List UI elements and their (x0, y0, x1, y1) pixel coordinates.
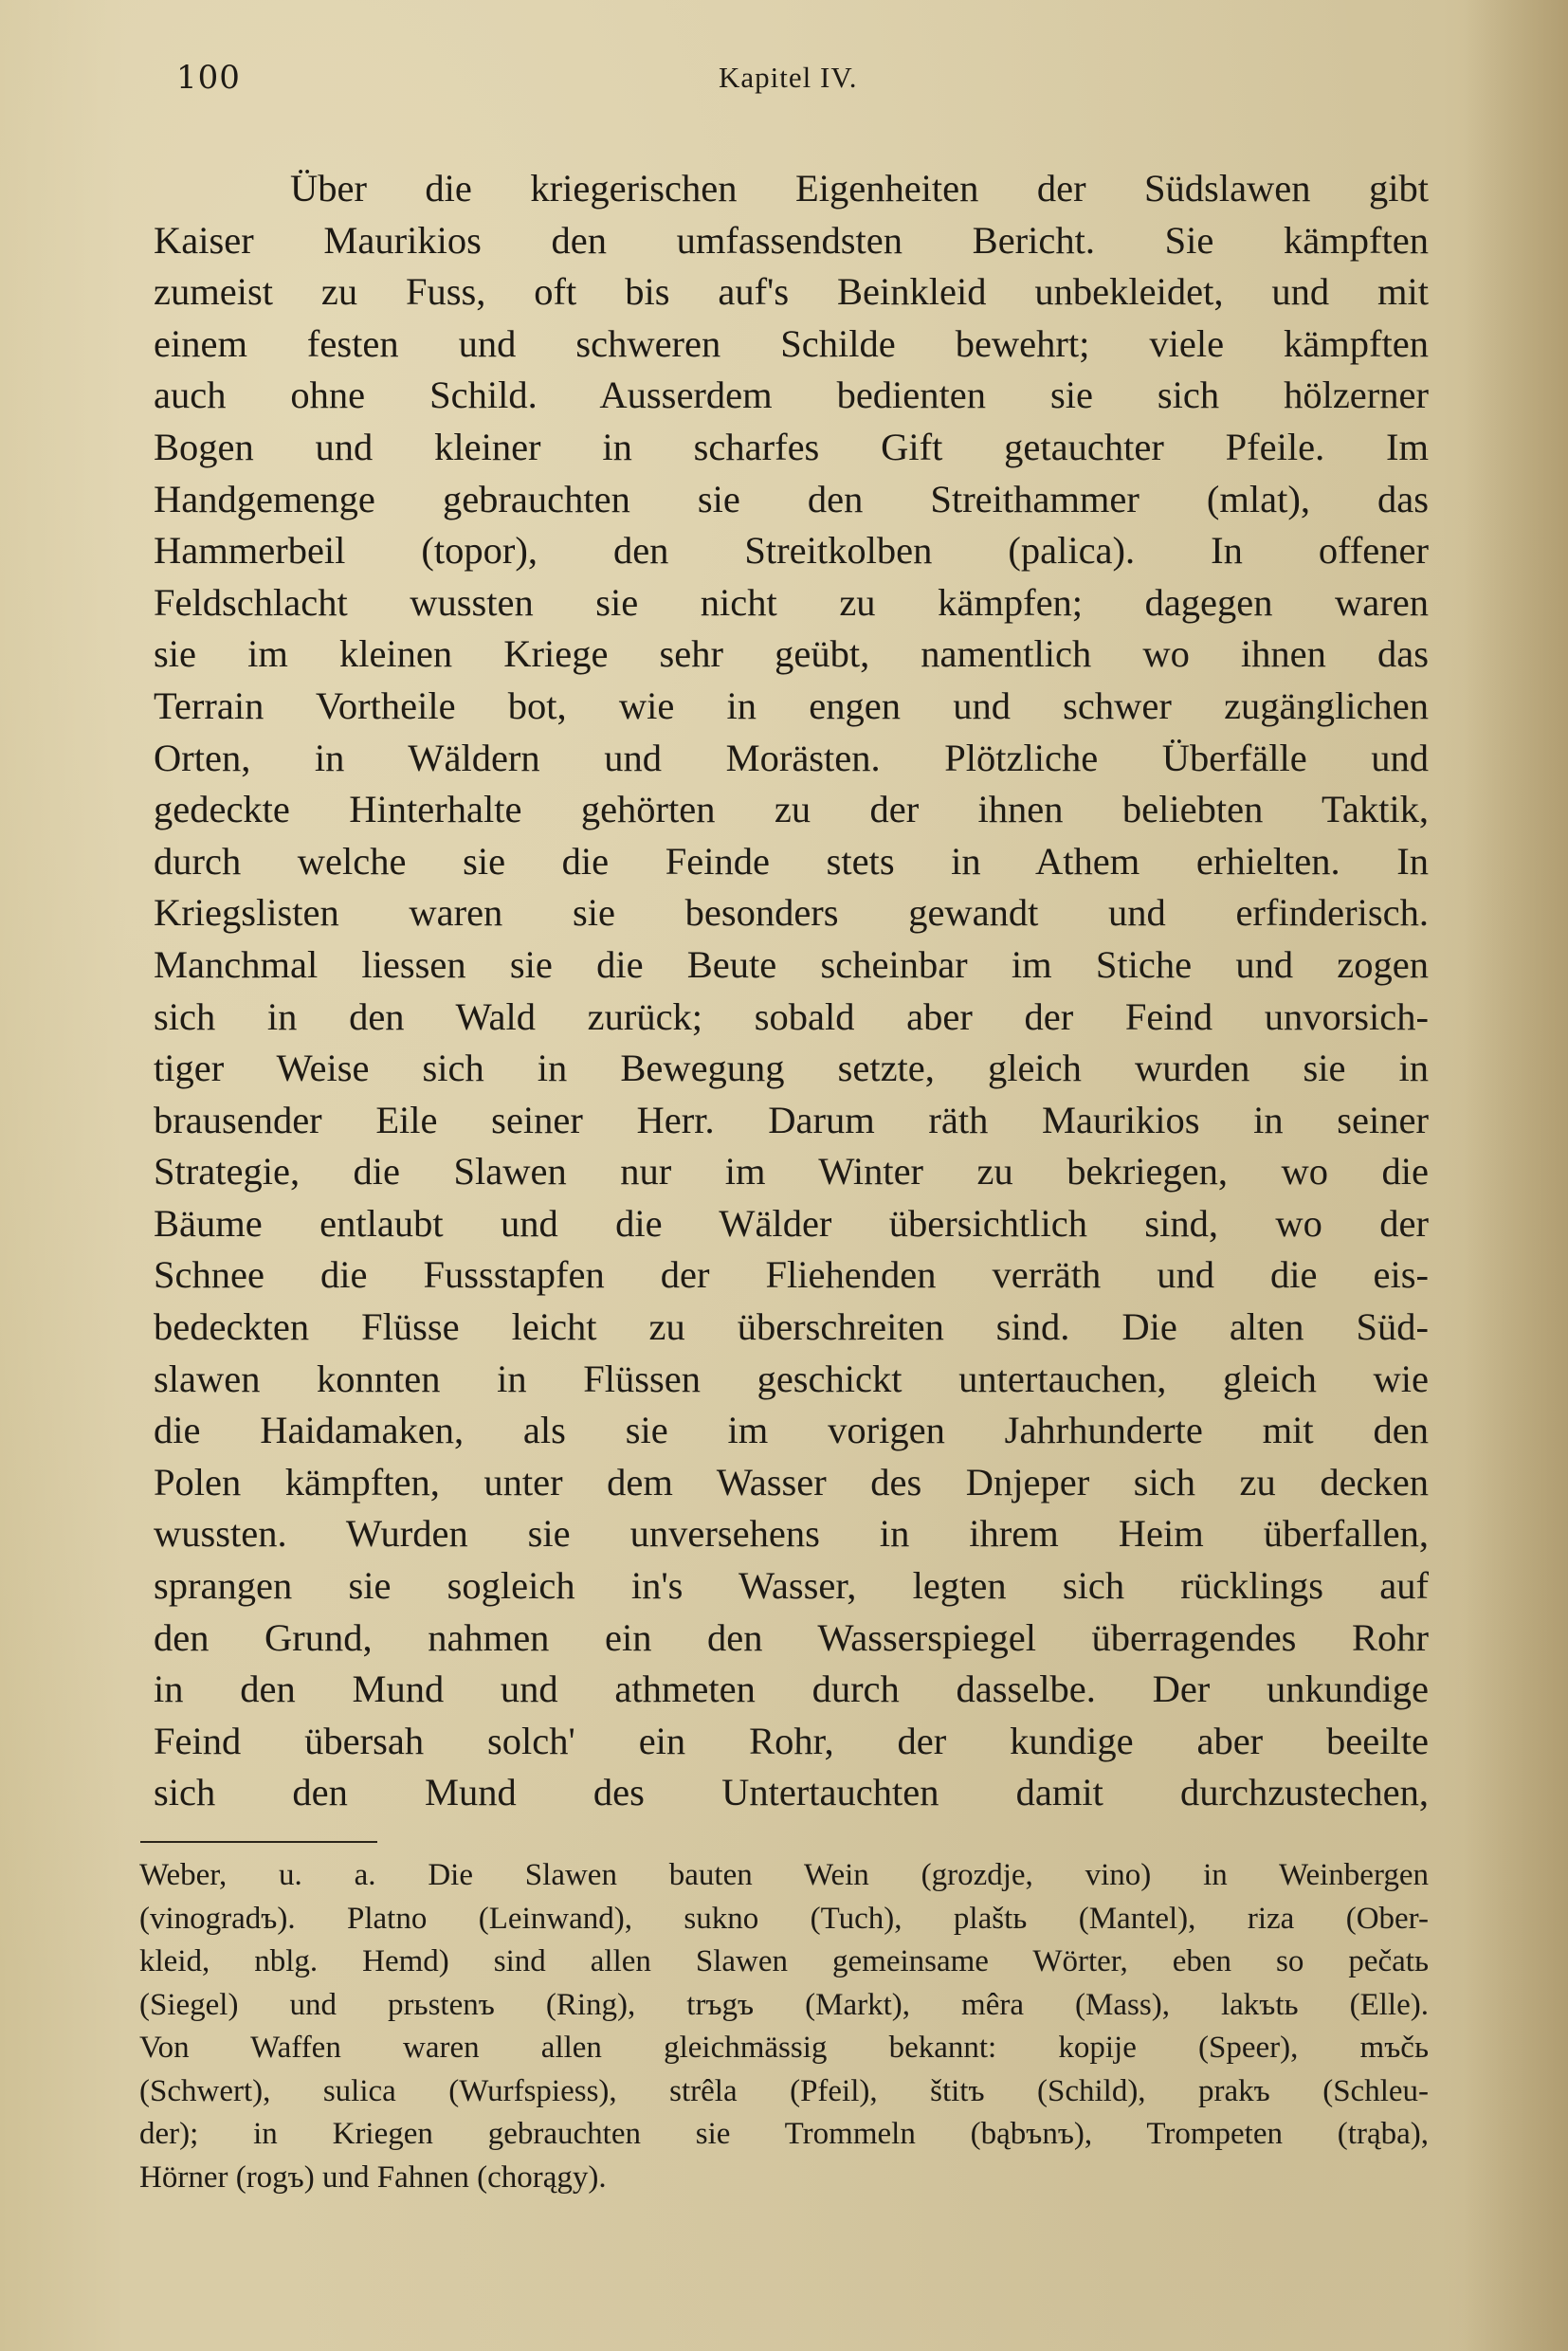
text-line: Terrain Vortheile bot, wie in engen und schwer zugänglichen (154, 683, 1429, 727)
text-line: Manchmal liessen sie die Beute scheinbar im Stiche und zogen (154, 942, 1429, 986)
text-line: Bogen und kleiner in scharfes Gift getauchter Pfeile. Im (154, 425, 1429, 468)
text-line: durch welche sie die Feinde stets in Athem erhielten. In (154, 839, 1429, 883)
text-line: Orten, in Wäldern und Morästen. Plötzliche Überfälle und (154, 736, 1429, 779)
text-line: slawen konnten in Flüssen geschickt untertauchen, gleich wie (154, 1357, 1429, 1400)
text-line: brausender Eile seiner Herr. Darum räth Maurikios in seiner (154, 1098, 1429, 1141)
footnote-line: Von Waffen waren allen gleichmässig bekannt: kopije (Speer), mъčь (139, 2031, 1429, 2065)
footnote-line: (Schwert), sulica (Wurfspiess), strêla (Pfeil), štitъ (Schild), prakъ (Schleu- (139, 2073, 1429, 2108)
page-edge-shadow (1464, 0, 1568, 2351)
text-line: bedeckten Flüsse leicht zu überschreiten sind. Die alten Süd- (154, 1305, 1429, 1349)
text-line: einem festen und schweren Schilde bewehrt; viele kämpften (154, 321, 1429, 365)
text-line: Hammerbeil (topor), den Streitkolben (palica). In offener (154, 529, 1429, 573)
text-line: Schnee die Fussstapfen der Fliehenden verräth und die eis- (154, 1253, 1429, 1297)
text-line: Handgemenge gebrauchten sie den Streithammer (mlat), das (154, 477, 1429, 520)
footnote-line: Weber, u. a. Die Slawen bauten Wein (grozdje, vino) in Weinbergen (139, 1858, 1429, 1892)
text-line: Bäume entlaubt und die Wälder übersichtlich sind, wo der (154, 1201, 1429, 1245)
text-line: sich den Mund des Untertauchten damit durchzustechen, (154, 1771, 1429, 1814)
running-head: Kapitel IV. (719, 61, 858, 94)
text-line: die Haidamaken, als sie im vorigen Jahrhunderte mit den (154, 1409, 1429, 1452)
text-line: Strategie, die Slawen nur im Winter zu bekriegen, wo die (154, 1150, 1429, 1194)
text-line: in den Mund und athmeten durch dasselbe. Der unkundige (154, 1668, 1429, 1711)
text-line: tiger Weise sich in Bewegung setzte, gleich wurden sie in (154, 1047, 1429, 1090)
page-number: 100 (176, 59, 241, 97)
page-header (176, 59, 1456, 106)
text-line: Polen kämpften, unter dem Wasser des Dnjeper sich zu decken (154, 1460, 1429, 1504)
footnote-line: (Siegel) und prьstenъ (Ring), trъgъ (Markt), mêra (Mass), lakъtь (Elle). (139, 1987, 1429, 2022)
text-line: Feind übersah solch' ein Rohr, der kundige aber beeilte (154, 1719, 1429, 1762)
text-line: Feldschlacht wussten sie nicht zu kämpfen; dagegen waren (154, 580, 1429, 624)
text-line: den Grund, nahmen ein den Wasserspiegel überragendes Rohr (154, 1615, 1429, 1659)
footnote-divider (140, 1841, 377, 1843)
text-line: Kaiser Maurikios den umfassendsten Bericht. Sie kämpften (154, 218, 1429, 262)
text-line: Kriegslisten waren sie besonders gewandt und erfinderisch. (154, 891, 1429, 935)
main-text (154, 163, 1429, 1819)
footnote-line: Hörner (rogъ) und Fahnen (chorągy). (139, 2160, 607, 2195)
footnote-block (139, 1854, 1429, 2199)
text-line: zumeist zu Fuss, oft bis auf's Beinkleid unbekleidet, und mit (154, 270, 1429, 314)
text-line: sie im kleinen Kriege sehr geübt, namentlich wo ihnen das (154, 632, 1429, 676)
footnote-line: (vinogradъ). Platno (Leinwand), sukno (Tuch), plaštь (Mantel), riza (Ober- (139, 1901, 1429, 1936)
text-line: auch ohne Schild. Ausserdem bedienten sie sich hölzerner (154, 374, 1429, 417)
text-line: sprangen sie sogleich in's Wasser, legten sich rücklings auf (154, 1564, 1429, 1608)
text-line: gedeckte Hinterhalte gehörten zu der ihnen beliebten Taktik, (154, 788, 1429, 831)
text-line: sich in den Wald zurück; sobald aber der Feind unvorsich- (154, 994, 1429, 1038)
text-line: wussten. Wurden sie unversehens in ihrem Heim überfallen, (154, 1512, 1429, 1556)
footnote-line: der); in Kriegen gebrauchten sie Trommeln (bąbъnъ), Trompeten (trąba), (139, 2117, 1429, 2151)
text-line: Über die kriegerischen Eigenheiten der Südslawen gibt (290, 167, 1429, 210)
footnote-line: kleid, nblg. Hemd) sind allen Slawen gemeinsame Wörter, eben so pečatь (139, 1944, 1429, 1978)
